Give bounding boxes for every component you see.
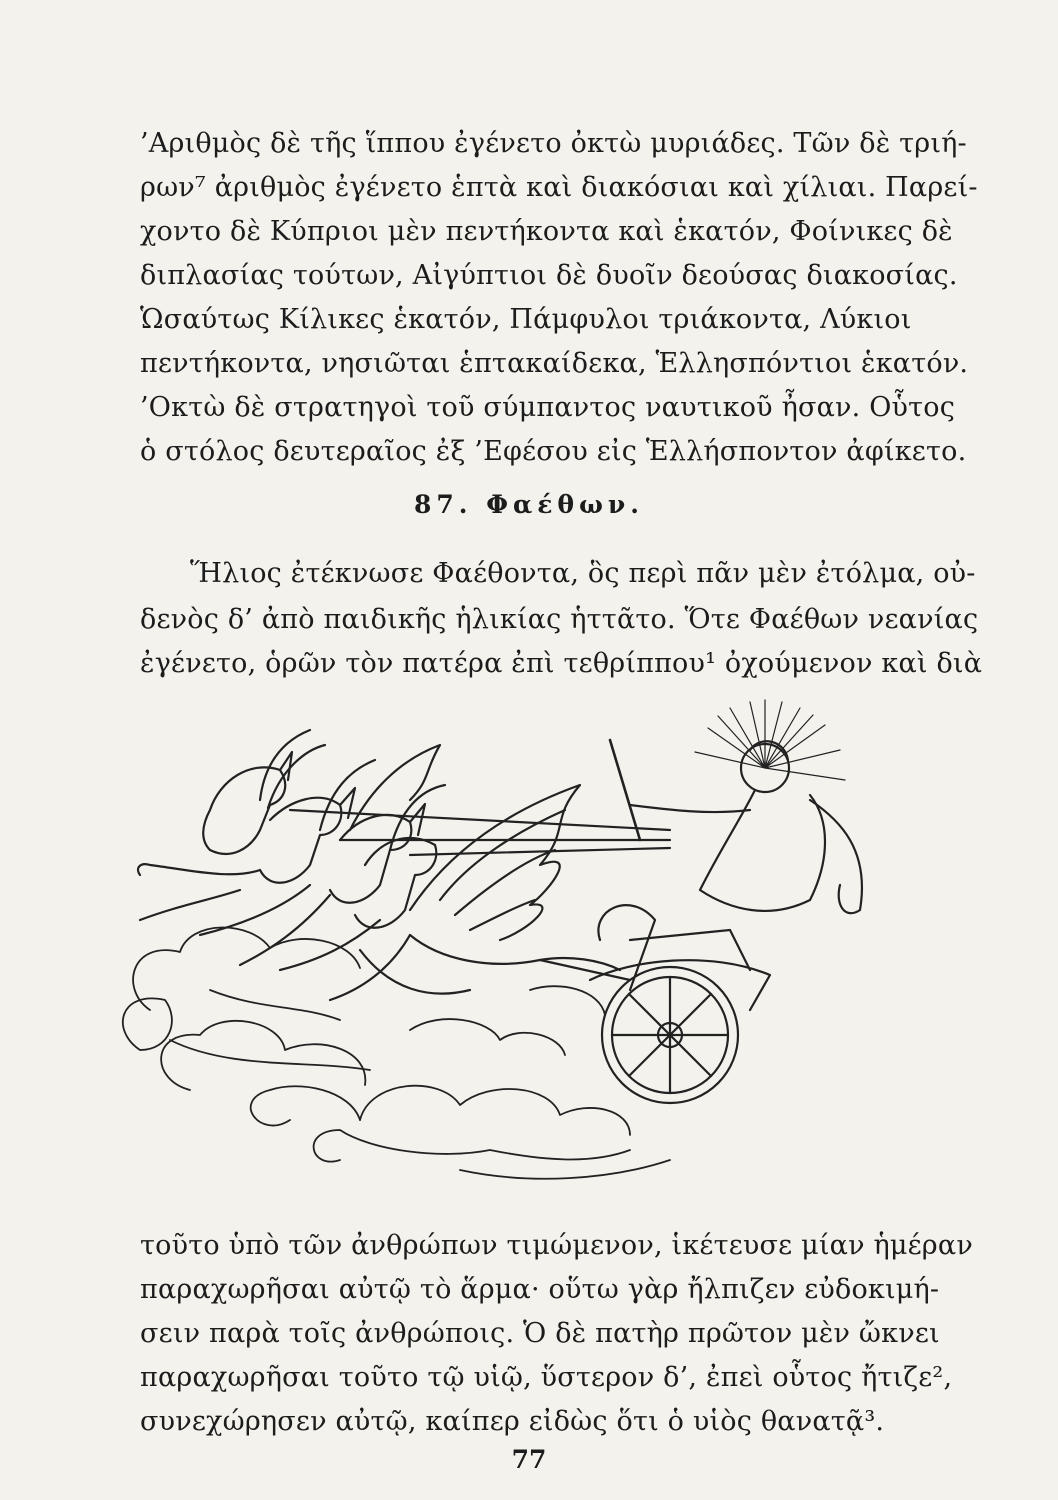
text-line: ρων⁷ ἀριθμὸς ἐγένετο ἑπτὰ καὶ διακόσιαι καὶ χίλιαι. Παρεί-	[140, 172, 978, 203]
text-line: διπλασίας τούτων, Αἰγύπτιοι δὲ δυοῖν δεούσας διακοσίας.	[140, 260, 958, 291]
text-line: Ὡσαύτως Κίλικες ἑκατόν, Πάμφυλοι τριάκοντα, Λύκιοι	[140, 304, 912, 335]
phaethon-chariot-icon	[110, 690, 910, 1200]
page-number: 77	[511, 1445, 547, 1474]
text-line: χοντο δὲ Κύπριοι μὲν πεντήκοντα καὶ ἑκατόν, Φοίνικες δὲ	[140, 216, 953, 247]
text-line: τοῦτο ὑπὸ τῶν ἀνθρώπων τιμώμενον, ἱκέτευσε μίαν ἡμέραν	[140, 1230, 973, 1261]
text-line: ’Αριθμὸς δὲ τῆς ἵππου ἐγένετο ὀκτὼ μυριάδες. Τῶν δὲ τριή-	[140, 128, 967, 159]
text-line: σειν παρὰ τοῖς ἀνθρώποις. Ὁ δὲ πατὴρ πρῶτον μὲν ὤκνει	[140, 1318, 940, 1349]
text-line: Ἥλιος ἐτέκνωσε Φαέθοντα, ὃς περὶ πᾶν μὲν ἐτόλμα, οὐ-	[190, 558, 976, 589]
text-line: παραχωρῆσαι αὐτῷ τὸ ἅρμα· οὕτω γὰρ ἤλπιζεν εὐδοκιμή-	[140, 1274, 940, 1305]
text-line: συνεχώρησεν αὐτῷ, καίπερ εἰδὼς ὅτι ὁ υἱὸς θανατᾷ³.	[140, 1406, 885, 1437]
text-line: ’Οκτὼ δὲ στρατηγοὶ τοῦ σύμπαντος ναυτικοῦ ἦσαν. Οὗτος	[140, 392, 956, 423]
text-line: δενὸς δ’ ἀπὸ παιδικῆς ἡλικίας ἡττᾶτο. Ὅτε Φαέθων νεανίας	[140, 604, 979, 635]
text-line: ἐγένετο, ὁρῶν τὸν πατέρα ἐπὶ τεθρίππου¹ ὀχούμενον καὶ διὰ	[140, 648, 983, 679]
chariot-illustration	[540, 905, 770, 1103]
sun-rays-illustration	[695, 700, 845, 780]
text-line: ὁ στόλος δευτεραῖος ἐξ ’Εφέσου εἰς Ἑλλήσποντον ἀφίκετο.	[140, 436, 967, 467]
section-heading: 87. Φαέθων.	[414, 490, 644, 519]
clouds-illustration	[123, 927, 670, 1178]
text-line: πεντήκοντα, νησιῶται ἑπτακαίδεκα, Ἑλλησπόντιοι ἑκατόν.	[140, 348, 969, 379]
horses-illustration	[138, 730, 670, 1000]
text-line: παραχωρῆσαι τοῦτο τῷ υἱῷ, ὕστερον δ’, ἐπεὶ οὗτος ἤτιζε²,	[140, 1362, 953, 1393]
helios-figure-illustration	[610, 700, 862, 970]
